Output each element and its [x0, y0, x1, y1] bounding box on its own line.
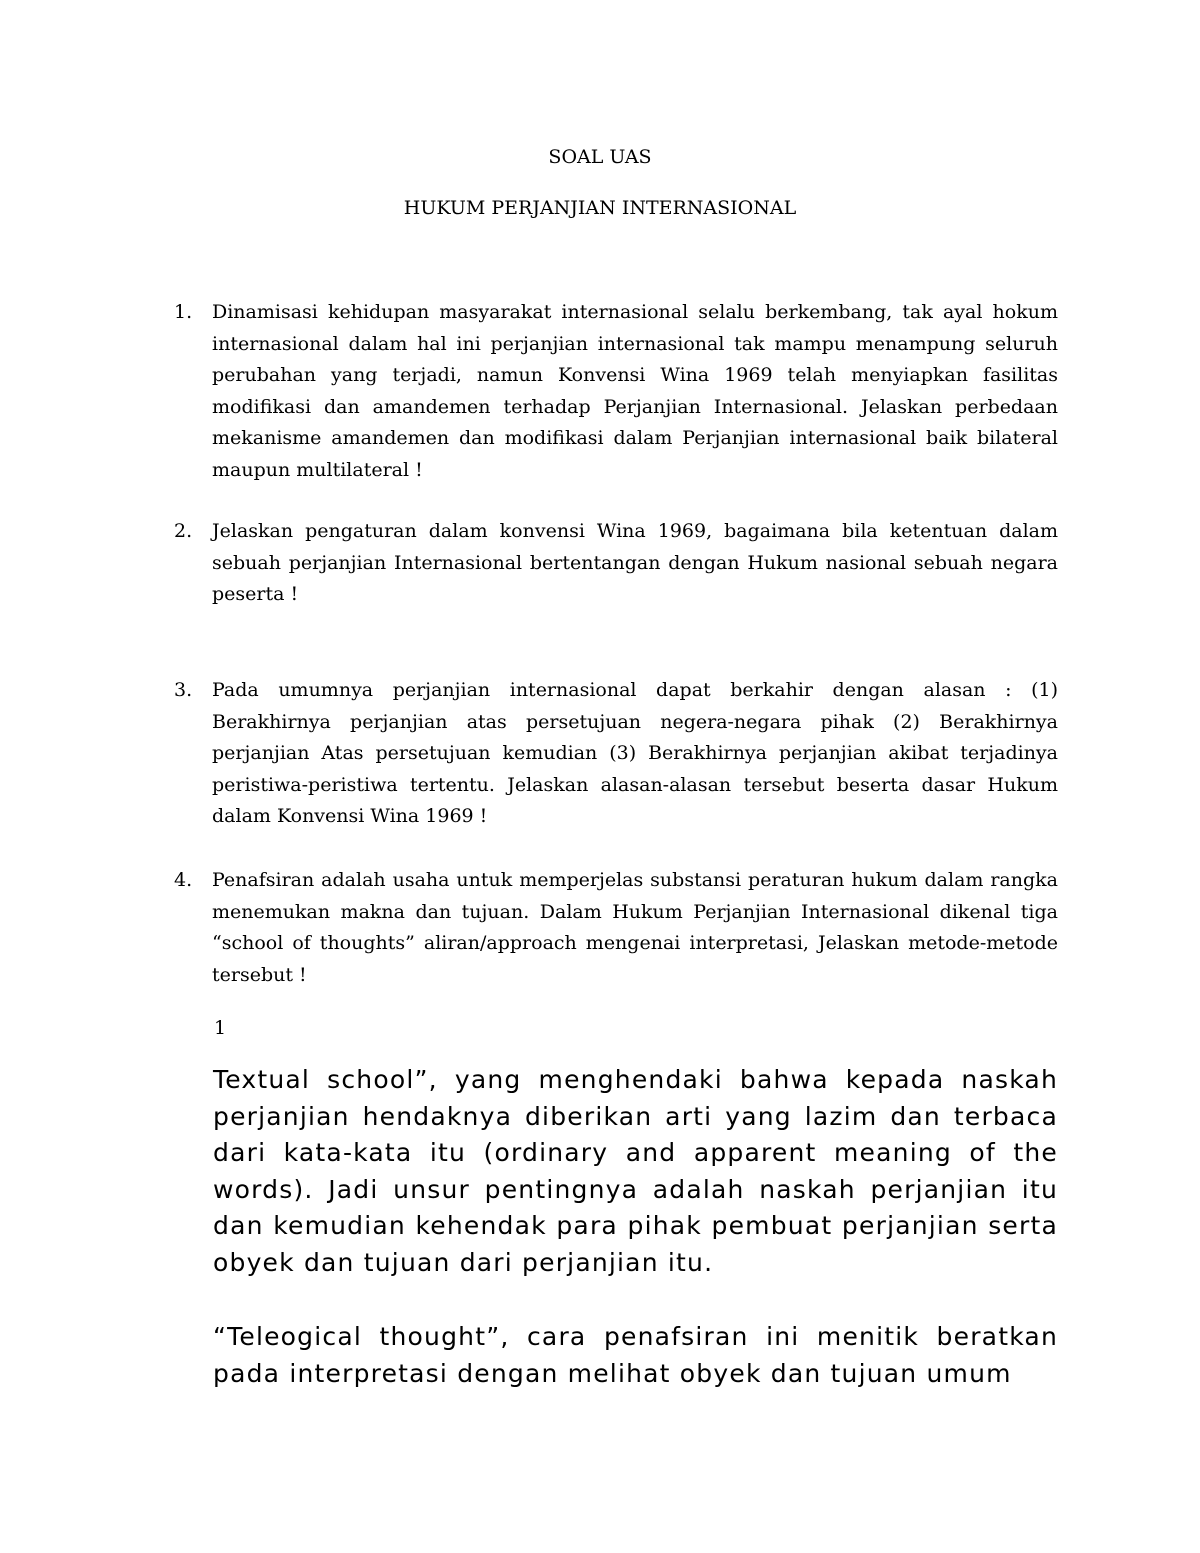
question-3-text: Pada umumnya perjanjian internasional dapat berkahir dengan alasan : (1) Berakhirnya perjanjian atas persetujuan negera-negara pihak (2) Berakhirnya perjanjian Atas persetujuan kemudian (3) Berakhirnya perjanjian akibat terjadinya peristiwa-peristiwa tertentu. Jelaskan alasan-alasan tersebut beserta dasar Hukum dalam Konvensi Wina 1969 ! [212, 679, 1058, 827]
question-3 [174, 675, 1058, 833]
answer-paragraph-textual-school: Textual school”, yang menghendaki bahwa kepada naskah perjanjian hendaknya diberikan arti yang lazim dan terbaca dari kata-kata itu (ordinary and apparent meaning of the words). Jadi unsur pentingnya adalah naskah perjanjian itu dan kemudian kehendak para pihak pembuat perjanjian serta obyek dan tujuan dari perjanjian itu. [213, 1065, 1058, 1277]
document-title: SOAL UAS [548, 146, 652, 168]
question-1-text: Dinamisasi kehidupan masyarakat internasional selalu berkembang, tak ayal hokum internasional dalam hal ini perjanjian internasional tak mampu menampung seluruh perubahan yang terjadi, namun Konvensi Wina 1969 telah menyiapkan fasilitas modifikasi dan amandemen terhadap Perjanjian Internasional. Jelaskan perbedaan mekanisme amandemen dan modifikasi dalam Perjanjian internasional baik bilateral maupun multilateral ! [212, 301, 1058, 481]
question-1-number: 1. [174, 301, 193, 323]
question-1 [174, 297, 1058, 486]
question-4-number: 4. [174, 869, 193, 891]
question-4 [174, 865, 1058, 991]
document-subtitle: HUKUM PERJANJIAN INTERNASIONAL [403, 197, 797, 219]
question-2-text: Jelaskan pengaturan dalam konvensi Wina 1969, bagaimana bila ketentuan dalam sebuah perjanjian Internasional bertentangan dengan Hukum nasional sebuah negara peserta ! [212, 520, 1058, 605]
answer-paragraph-teleogical-thought: “Teleogical thought”, cara penafsiran ini menitik beratkan pada interpretasi dengan melihat obyek dan tujuan umum [213, 1322, 1058, 1388]
question-4-text: Penafsiran adalah usaha untuk memperjelas substansi peraturan hukum dalam rangka menemukan makna dan tujuan. Dalam Hukum Perjanjian Internasional dikenal tiga “school of thoughts” aliran/approach mengenai interpretasi, Jelaskan metode-metode tersebut ! [212, 869, 1058, 986]
answer-marker: 1 [214, 1017, 227, 1039]
question-3-number: 3. [174, 679, 193, 701]
question-2-number: 2. [174, 520, 193, 542]
question-2 [174, 516, 1058, 611]
